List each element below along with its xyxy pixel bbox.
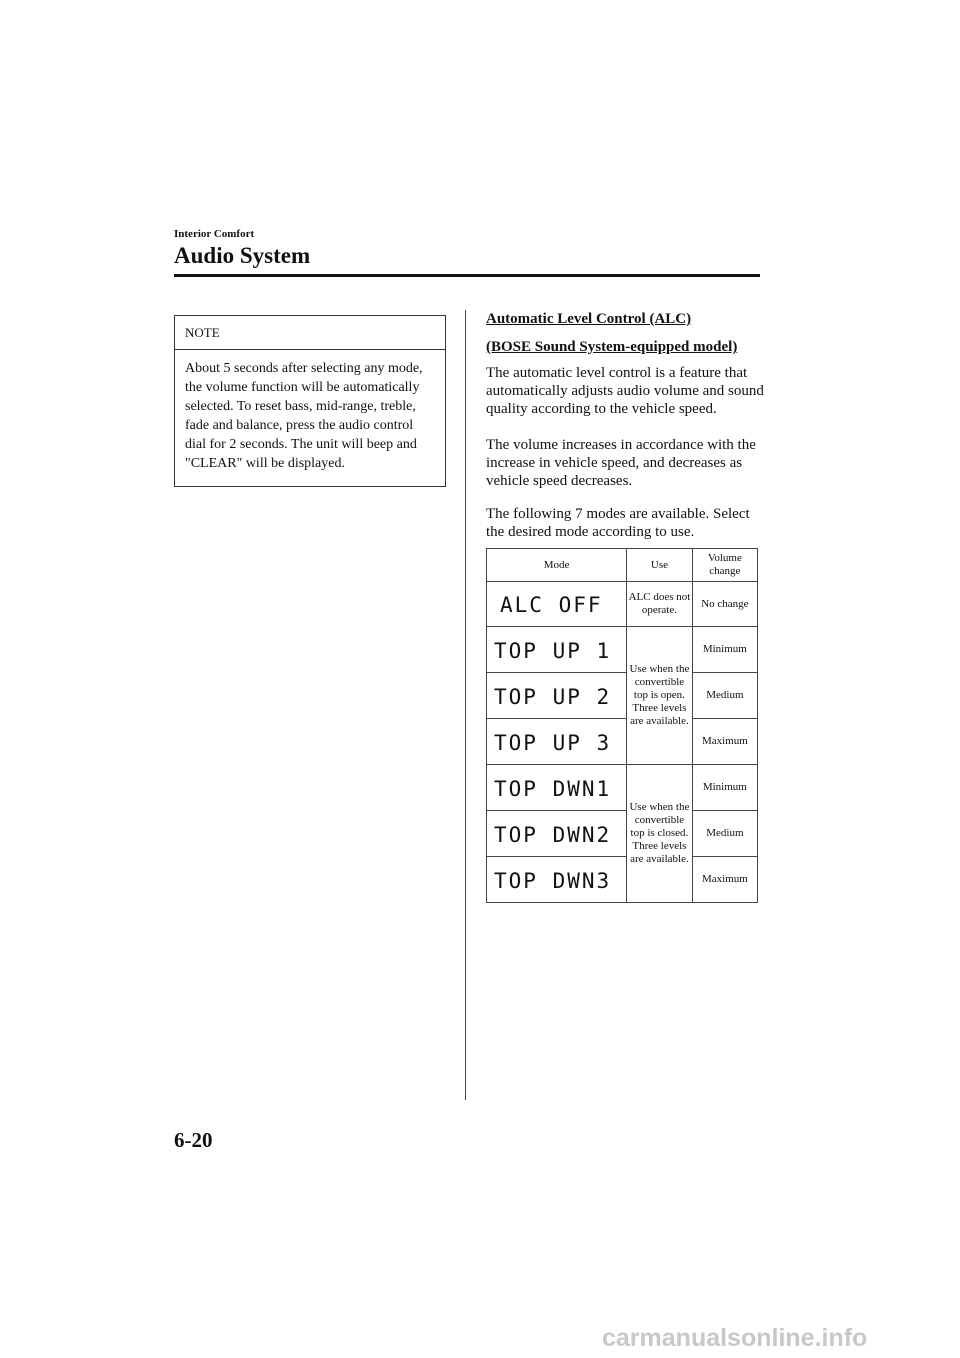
volume-cell: Maximum (692, 857, 757, 903)
title-rule (174, 274, 760, 277)
lcd-display-top-dwn-3 (487, 857, 627, 903)
note-text: About 5 seconds after selecting any mode, the volume function will be automatically selected. To reset bass, mid-range, treble, fade and balance, press the audio control dial for 2 seconds. The unit will beep and "CLEAR" will be displayed. (185, 361, 423, 471)
table-row (487, 673, 758, 719)
column-divider (465, 310, 466, 1100)
lcd-text: TOP DWN3 (493, 868, 611, 892)
volume-cell: No change (692, 582, 757, 627)
lcd-text: TOP UP 1 (493, 638, 611, 662)
lcd-display-top-up-2 (487, 673, 627, 719)
table-row (487, 582, 758, 627)
lcd-segment-display (498, 592, 616, 616)
lcd-text: ALC OFF (499, 593, 603, 616)
use-cell: Use when the convertible top is open. Three levels are available. (627, 627, 693, 765)
table-header-row (487, 549, 758, 582)
lcd-text: TOP UP 2 (493, 684, 611, 708)
lcd-segment-display (492, 730, 622, 754)
page-title: Audio System (174, 243, 311, 268)
watermark-logo (600, 1322, 952, 1352)
lcd-display-top-up-3 (487, 719, 627, 765)
table-row (487, 719, 758, 765)
lcd-text: TOP DWN1 (493, 776, 611, 800)
page-number: 6-20 (174, 1128, 213, 1152)
header-mode: Mode (487, 549, 627, 582)
alc-heading: Automatic Level Control (ALC) (486, 311, 692, 327)
lcd-segment-display (492, 776, 622, 800)
table-row (487, 765, 758, 811)
alc-paragraph-3: The following 7 modes are available. Select the desired mode according to use. (486, 506, 750, 540)
volume-cell: Medium (692, 673, 757, 719)
lcd-segment-display (492, 822, 622, 846)
alc-paragraph-2: The volume increases in accordance with the increase in vehicle speed, and decreases as vehicle speed decreases. (486, 437, 756, 489)
table-row (487, 811, 758, 857)
section-label: Interior Comfort (174, 228, 255, 240)
alc-paragraph-1: The automatic level control is a feature that automatically adjusts audio volume and sound quality according to the vehicle speed. (486, 365, 764, 417)
table-row (487, 627, 758, 673)
lcd-segment-display (492, 868, 622, 892)
volume-cell: Medium (692, 811, 757, 857)
note-box (174, 315, 446, 487)
alc-mode-table (486, 548, 758, 903)
lcd-text: TOP UP 3 (493, 730, 611, 754)
lcd-display-top-up-1 (487, 627, 627, 673)
volume-cell: Maximum (692, 719, 757, 765)
lcd-segment-display (492, 638, 622, 662)
use-cell: ALC does not operate. (627, 582, 693, 627)
header-use: Use (627, 549, 693, 582)
header-volume: Volume change (692, 549, 757, 582)
lcd-display-top-dwn-1 (487, 765, 627, 811)
svg-text:carmanualsonline.info: carmanualsonline.info (602, 1324, 868, 1352)
volume-cell: Minimum (692, 627, 757, 673)
note-heading: NOTE (175, 316, 445, 350)
table-row (487, 857, 758, 903)
lcd-display-alc-off (487, 582, 627, 627)
lcd-display-top-dwn-2 (487, 811, 627, 857)
lcd-text: TOP DWN2 (493, 822, 611, 846)
volume-cell: Minimum (692, 765, 757, 811)
alc-subheading: (BOSE Sound System-equipped model) (486, 339, 738, 355)
lcd-segment-display (492, 684, 622, 708)
use-cell: Use when the convertible top is closed. Three levels are available. (627, 765, 693, 903)
